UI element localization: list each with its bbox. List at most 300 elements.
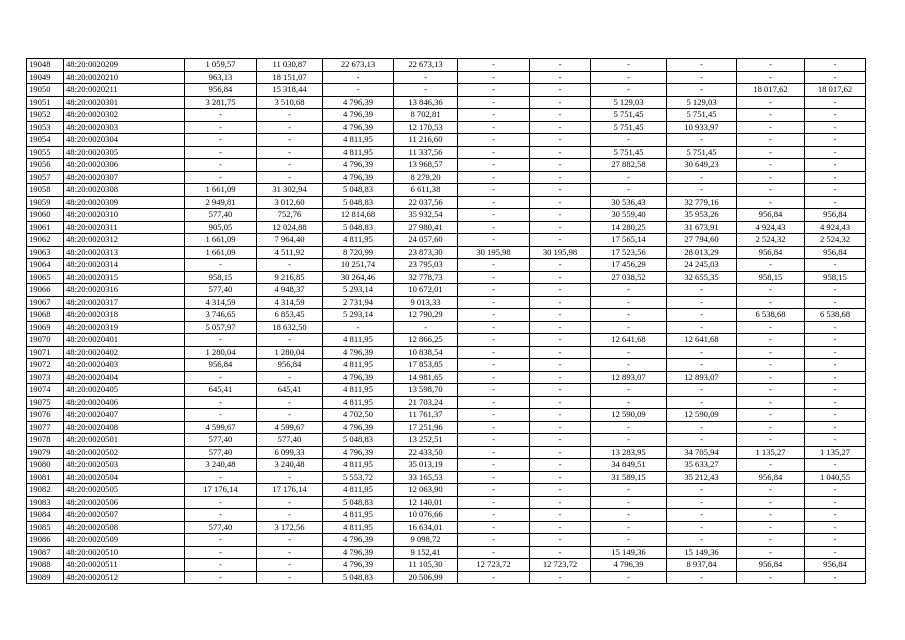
value-cell: 12 063,90	[394, 484, 458, 497]
value-cell: -	[458, 284, 530, 297]
value-cell: -	[667, 296, 737, 309]
value-cell: -	[530, 109, 591, 122]
table-row	[27, 334, 866, 347]
row-number-cell: 19048	[27, 59, 64, 72]
value-cell: -	[458, 71, 530, 84]
value-cell: 4 811,95	[323, 134, 394, 147]
value-cell: 3 281,75	[185, 96, 257, 109]
value-cell: 4 811,95	[323, 146, 394, 159]
value-cell: 12 140,01	[394, 496, 458, 509]
value-cell: 4 599,67	[257, 421, 323, 434]
value-cell: 5 048,83	[323, 496, 394, 509]
value-cell: 4 796,39	[323, 346, 394, 359]
value-cell: -	[185, 109, 257, 122]
cadastral-number-cell: 48:20:0020317	[64, 296, 185, 309]
row-number-cell: 19073	[27, 371, 64, 384]
row-number-cell: 19084	[27, 509, 64, 522]
value-cell: -	[737, 484, 805, 497]
value-cell: 30 649,23	[667, 159, 737, 172]
value-cell: 3 012,60	[257, 196, 323, 209]
value-cell: 5 751,45	[667, 109, 737, 122]
cadastral-number-cell: 48:20:0020304	[64, 134, 185, 147]
value-cell: 30 559,40	[591, 209, 667, 222]
value-cell: 8 279,20	[394, 171, 458, 184]
value-cell: -	[737, 409, 805, 422]
cadastral-number-cell: 48:20:0020502	[64, 446, 185, 459]
value-cell: 5 048,83	[323, 184, 394, 197]
cadastral-number-cell: 48:20:0020508	[64, 521, 185, 534]
value-cell: -	[737, 346, 805, 359]
value-cell: -	[667, 534, 737, 547]
row-number-cell: 19055	[27, 146, 64, 159]
table-row	[27, 446, 866, 459]
value-cell: 10 838,54	[394, 346, 458, 359]
value-cell: -	[458, 96, 530, 109]
value-cell: 4 511,92	[257, 246, 323, 259]
table-row	[27, 559, 866, 572]
value-cell: -	[257, 171, 323, 184]
value-cell: -	[591, 284, 667, 297]
value-cell: -	[805, 321, 866, 334]
cadastral-number-cell: 48:20:0020318	[64, 309, 185, 322]
value-cell: 31 302,94	[257, 184, 323, 197]
value-cell: 5 129,03	[591, 96, 667, 109]
value-cell: 15 149,36	[667, 546, 737, 559]
value-cell: 10 076,66	[394, 509, 458, 522]
value-cell: 15 149,36	[591, 546, 667, 559]
table-row	[27, 234, 866, 247]
value-cell: 11 761,37	[394, 409, 458, 422]
value-cell: 956,84	[805, 559, 866, 572]
value-cell: 13 252,51	[394, 434, 458, 447]
value-cell: -	[805, 159, 866, 172]
value-cell: 30 536,43	[591, 196, 667, 209]
table-row	[27, 259, 866, 272]
table-row	[27, 159, 866, 172]
row-number-cell: 19074	[27, 384, 64, 397]
cadastral-number-cell: 48:20:0020305	[64, 146, 185, 159]
value-cell: -	[530, 546, 591, 559]
value-cell: 4 796,39	[323, 121, 394, 134]
value-cell: -	[805, 284, 866, 297]
value-cell: 5 048,83	[323, 434, 394, 447]
value-cell: 1 135,27	[737, 446, 805, 459]
value-cell: 577,40	[185, 434, 257, 447]
table-row	[27, 421, 866, 434]
cadastral-number-cell: 48:20:0020303	[64, 121, 185, 134]
value-cell: 24 057,60	[394, 234, 458, 247]
value-cell: 6 538,68	[805, 309, 866, 322]
value-cell: -	[805, 346, 866, 359]
value-cell: 577,40	[185, 446, 257, 459]
value-cell: -	[667, 484, 737, 497]
value-cell: -	[805, 259, 866, 272]
value-cell: 963,13	[185, 71, 257, 84]
value-cell: 35 932,54	[394, 209, 458, 222]
value-cell: -	[185, 571, 257, 584]
value-cell: -	[458, 359, 530, 372]
value-cell: -	[805, 359, 866, 372]
table-row	[27, 471, 866, 484]
value-cell: -	[458, 309, 530, 322]
value-cell: -	[530, 371, 591, 384]
value-cell: 31 673,91	[667, 221, 737, 234]
value-cell: 9 098,72	[394, 534, 458, 547]
value-cell: 577,40	[185, 284, 257, 297]
cadastral-number-cell: 48:20:0020301	[64, 96, 185, 109]
value-cell: 4 796,39	[323, 559, 394, 572]
value-cell: 958,15	[737, 271, 805, 284]
value-cell: 4 796,39	[323, 371, 394, 384]
value-cell: -	[458, 334, 530, 347]
table-row	[27, 209, 866, 222]
value-cell: 17 456,29	[591, 259, 667, 272]
value-cell: -	[591, 309, 667, 322]
value-cell: 4 811,95	[323, 484, 394, 497]
value-cell: -	[591, 496, 667, 509]
value-cell: -	[805, 434, 866, 447]
row-number-cell: 19054	[27, 134, 64, 147]
value-cell: -	[591, 421, 667, 434]
value-cell: 5 129,03	[667, 96, 737, 109]
value-cell: 4 796,39	[323, 96, 394, 109]
value-cell: 22 037,56	[394, 196, 458, 209]
value-cell: -	[458, 259, 530, 272]
value-cell: -	[458, 396, 530, 409]
value-cell: -	[805, 509, 866, 522]
value-cell: 8 702,81	[394, 109, 458, 122]
value-cell: -	[737, 359, 805, 372]
value-cell: 20 506,99	[394, 571, 458, 584]
value-cell: -	[805, 196, 866, 209]
value-cell: -	[737, 321, 805, 334]
value-cell: -	[530, 571, 591, 584]
value-cell: -	[530, 221, 591, 234]
value-cell: -	[737, 434, 805, 447]
value-cell: 35 013,19	[394, 459, 458, 472]
value-cell: -	[530, 284, 591, 297]
value-cell: 577,40	[257, 434, 323, 447]
value-cell: 13 846,36	[394, 96, 458, 109]
value-cell: 10 251,74	[323, 259, 394, 272]
value-cell: 12 170,53	[394, 121, 458, 134]
value-cell: 18 017,62	[737, 84, 805, 97]
row-number-cell: 19049	[27, 71, 64, 84]
table-row	[27, 296, 866, 309]
value-cell: -	[737, 534, 805, 547]
row-number-cell: 19062	[27, 234, 64, 247]
value-cell: -	[458, 496, 530, 509]
value-cell: -	[257, 534, 323, 547]
value-cell: -	[185, 159, 257, 172]
value-cell: -	[805, 71, 866, 84]
cadastral-number-cell: 48:20:0020511	[64, 559, 185, 572]
value-cell: -	[530, 171, 591, 184]
table-row	[27, 434, 866, 447]
value-cell: -	[667, 71, 737, 84]
value-cell: -	[530, 534, 591, 547]
value-cell: -	[737, 259, 805, 272]
value-cell: -	[458, 346, 530, 359]
table-row	[27, 59, 866, 72]
value-cell: -	[530, 59, 591, 72]
cadastral-number-cell: 48:20:0020406	[64, 396, 185, 409]
cadastral-number-cell: 48:20:0020314	[64, 259, 185, 272]
row-number-cell: 19063	[27, 246, 64, 259]
row-number-cell: 19071	[27, 346, 64, 359]
table-row	[27, 84, 866, 97]
value-cell: 4 924,43	[737, 221, 805, 234]
value-cell: -	[257, 471, 323, 484]
value-cell: -	[737, 396, 805, 409]
value-cell: -	[257, 259, 323, 272]
value-cell: -	[530, 159, 591, 172]
value-cell: 18 151,07	[257, 71, 323, 84]
value-cell: -	[257, 371, 323, 384]
cadastral-number-cell: 48:20:0020404	[64, 371, 185, 384]
value-cell: -	[185, 259, 257, 272]
row-number-cell: 19056	[27, 159, 64, 172]
value-cell: 4 796,39	[323, 171, 394, 184]
value-cell: -	[185, 334, 257, 347]
value-cell: -	[257, 134, 323, 147]
value-cell: 13 283,95	[591, 446, 667, 459]
value-cell: -	[530, 234, 591, 247]
table-row	[27, 184, 866, 197]
value-cell: -	[458, 509, 530, 522]
value-cell: -	[805, 109, 866, 122]
row-number-cell: 19085	[27, 521, 64, 534]
value-cell: -	[530, 271, 591, 284]
value-cell: -	[805, 59, 866, 72]
value-cell: 1 040,55	[805, 471, 866, 484]
value-cell: 18 017,62	[805, 84, 866, 97]
value-cell: -	[530, 96, 591, 109]
value-cell: -	[667, 421, 737, 434]
row-number-cell: 19069	[27, 321, 64, 334]
value-cell: -	[458, 146, 530, 159]
value-cell: 5 553,72	[323, 471, 394, 484]
value-cell: -	[737, 284, 805, 297]
value-cell: -	[257, 334, 323, 347]
value-cell: 4 702,50	[323, 409, 394, 422]
cadastral-number-cell: 48:20:0020307	[64, 171, 185, 184]
value-cell: -	[591, 384, 667, 397]
row-number-cell: 19066	[27, 284, 64, 297]
value-cell: -	[737, 459, 805, 472]
value-cell: -	[530, 134, 591, 147]
value-cell: 12 893,07	[667, 371, 737, 384]
value-cell: 12 641,68	[591, 334, 667, 347]
value-cell: -	[737, 96, 805, 109]
value-cell: -	[737, 521, 805, 534]
value-cell: 4 811,95	[323, 384, 394, 397]
cadastral-number-cell: 48:20:0020311	[64, 221, 185, 234]
value-cell: 4 811,95	[323, 334, 394, 347]
value-cell: 956,84	[805, 246, 866, 259]
value-cell: -	[530, 309, 591, 322]
cadastral-number-cell: 48:20:0020319	[64, 321, 185, 334]
table-row	[27, 371, 866, 384]
value-cell: -	[737, 184, 805, 197]
value-cell: 5 293,14	[323, 309, 394, 322]
value-cell: -	[458, 109, 530, 122]
value-cell: -	[667, 84, 737, 97]
data-table	[26, 58, 866, 584]
value-cell: -	[185, 509, 257, 522]
value-cell: -	[257, 509, 323, 522]
value-cell: 27 980,41	[394, 221, 458, 234]
value-cell: -	[185, 471, 257, 484]
value-cell: -	[591, 84, 667, 97]
value-cell: -	[458, 446, 530, 459]
cadastral-number-cell: 48:20:0020313	[64, 246, 185, 259]
value-cell: -	[737, 421, 805, 434]
cadastral-number-cell: 48:20:0020509	[64, 534, 185, 547]
cadastral-number-cell: 48:20:0020315	[64, 271, 185, 284]
value-cell: -	[805, 371, 866, 384]
value-cell: -	[591, 296, 667, 309]
value-cell: 12 723,72	[458, 559, 530, 572]
table-row	[27, 109, 866, 122]
value-cell: -	[737, 146, 805, 159]
row-number-cell: 19082	[27, 484, 64, 497]
value-cell: -	[591, 434, 667, 447]
row-number-cell: 19064	[27, 259, 64, 272]
value-cell: -	[185, 546, 257, 559]
value-cell: 12 024,88	[257, 221, 323, 234]
value-cell: -	[530, 296, 591, 309]
table-row	[27, 384, 866, 397]
table-row	[27, 221, 866, 234]
value-cell: 2 731,94	[323, 296, 394, 309]
row-number-cell: 19078	[27, 434, 64, 447]
value-cell: 12 641,68	[667, 334, 737, 347]
row-number-cell: 19053	[27, 121, 64, 134]
value-cell: -	[530, 84, 591, 97]
row-number-cell: 19051	[27, 96, 64, 109]
value-cell: 17 251,96	[394, 421, 458, 434]
value-cell: 27 038,52	[591, 271, 667, 284]
value-cell: 10 672,01	[394, 284, 458, 297]
row-number-cell: 19070	[27, 334, 64, 347]
row-number-cell: 19058	[27, 184, 64, 197]
value-cell: -	[737, 109, 805, 122]
table-row	[27, 534, 866, 547]
value-cell: -	[530, 496, 591, 509]
value-cell: 10 933,97	[667, 121, 737, 134]
value-cell: 33 165,53	[394, 471, 458, 484]
value-cell: -	[805, 571, 866, 584]
value-cell: -	[458, 534, 530, 547]
cadastral-number-cell: 48:20:0020306	[64, 159, 185, 172]
value-cell: -	[667, 384, 737, 397]
value-cell: -	[257, 159, 323, 172]
cadastral-number-cell: 48:20:0020308	[64, 184, 185, 197]
value-cell: 14 981,65	[394, 371, 458, 384]
value-cell: 645,41	[257, 384, 323, 397]
value-cell: -	[257, 559, 323, 572]
value-cell: 15 318,44	[257, 84, 323, 97]
row-number-cell: 19061	[27, 221, 64, 234]
value-cell: 28 013,29	[667, 246, 737, 259]
value-cell: -	[257, 409, 323, 422]
value-cell: 5 048,83	[323, 196, 394, 209]
value-cell: -	[737, 496, 805, 509]
row-number-cell: 19065	[27, 271, 64, 284]
value-cell: -	[805, 171, 866, 184]
cadastral-number-cell: 48:20:0020501	[64, 434, 185, 447]
value-cell: -	[185, 134, 257, 147]
table-row	[27, 571, 866, 584]
value-cell: -	[530, 321, 591, 334]
value-cell: 17 523,56	[591, 246, 667, 259]
value-cell: -	[805, 496, 866, 509]
value-cell: -	[185, 371, 257, 384]
row-number-cell: 19087	[27, 546, 64, 559]
value-cell: 12 814,68	[323, 209, 394, 222]
value-cell: -	[591, 521, 667, 534]
value-cell: -	[591, 134, 667, 147]
value-cell: -	[805, 396, 866, 409]
value-cell: -	[667, 509, 737, 522]
value-cell: 958,15	[185, 271, 257, 284]
value-cell: 22 673,13	[394, 59, 458, 72]
value-cell: -	[394, 321, 458, 334]
table-body	[27, 59, 866, 584]
row-number-cell: 19052	[27, 109, 64, 122]
value-cell: -	[394, 71, 458, 84]
value-cell: 24 245,03	[667, 259, 737, 272]
value-cell: -	[737, 59, 805, 72]
value-cell: 30 264,46	[323, 271, 394, 284]
value-cell: -	[185, 146, 257, 159]
value-cell: -	[458, 571, 530, 584]
value-cell: 11 216,60	[394, 134, 458, 147]
value-cell: -	[257, 571, 323, 584]
value-cell: -	[257, 396, 323, 409]
table-row	[27, 96, 866, 109]
row-number-cell: 19060	[27, 209, 64, 222]
value-cell: -	[737, 134, 805, 147]
cadastral-number-cell: 48:20:0020512	[64, 571, 185, 584]
value-cell: 4 796,39	[323, 421, 394, 434]
value-cell: -	[667, 309, 737, 322]
value-cell: -	[737, 571, 805, 584]
row-number-cell: 19075	[27, 396, 64, 409]
cadastral-number-cell: 48:20:0020506	[64, 496, 185, 509]
value-cell: -	[530, 346, 591, 359]
value-cell: -	[394, 84, 458, 97]
value-cell: 35 953,26	[667, 209, 737, 222]
row-number-cell: 19068	[27, 309, 64, 322]
value-cell: 9 216,85	[257, 271, 323, 284]
value-cell: 956,84	[185, 84, 257, 97]
value-cell: 5 751,45	[591, 109, 667, 122]
table-row	[27, 246, 866, 259]
value-cell: -	[530, 259, 591, 272]
table-row	[27, 484, 866, 497]
value-cell: -	[805, 384, 866, 397]
row-number-cell: 19083	[27, 496, 64, 509]
value-cell: 4 811,95	[323, 509, 394, 522]
value-cell: -	[591, 571, 667, 584]
value-cell: 956,84	[737, 559, 805, 572]
value-cell: -	[530, 334, 591, 347]
value-cell: 956,84	[185, 359, 257, 372]
row-number-cell: 19079	[27, 446, 64, 459]
value-cell: -	[458, 459, 530, 472]
